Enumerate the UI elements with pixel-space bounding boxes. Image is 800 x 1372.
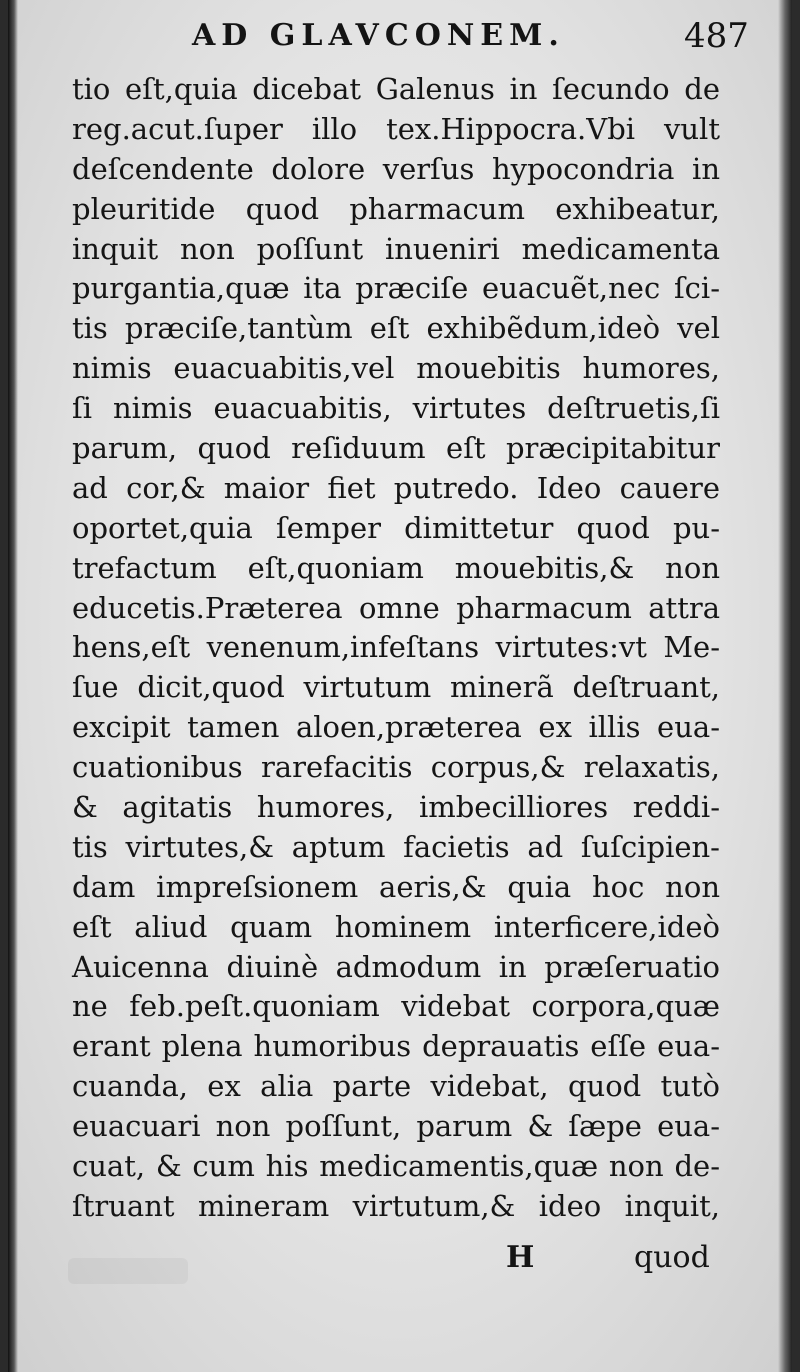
text-line: purgantia,quæ ita præciſe euacuẽt,nec ſci-	[72, 271, 720, 306]
text-line: ſi nimis euacuabitis, virtutes deſtruetis,ſi	[72, 391, 720, 426]
text-line: trefactum eſt,quoniam mouebitis,& non	[72, 550, 720, 585]
text-line: ſue dicit,quod virtutum minerã deſtruant,	[72, 670, 720, 705]
text-line: hens,eſt venenum,infeſtans virtutes:vt Me-	[72, 630, 720, 665]
running-head	[8, 18, 792, 58]
text-line: tis præciſe,tantùm eſt exhibẽdum,ideò vel	[72, 311, 720, 346]
text-line: cuanda, ex alia parte videbat, quod tutò	[72, 1069, 720, 1104]
text-line: oportet,quia ſemper dimittetur quod pu-	[72, 510, 720, 545]
text-line: ad cor,& maior fiet putredo. Ideo cauere	[72, 470, 720, 505]
catchword: quod	[634, 1240, 710, 1275]
page-number: 487	[684, 16, 749, 56]
book-page	[8, 0, 792, 1372]
text-line: euacuari non poſſunt, parum & ſæpe eua-	[72, 1109, 720, 1144]
signature-mark: H	[506, 1240, 535, 1275]
page-edge-shadow	[778, 0, 792, 1372]
page-footer	[8, 1240, 792, 1280]
text-line: ſtruant mineram virtutum,& ideo inquit,	[72, 1188, 720, 1223]
text-line: cuationibus rarefacitis corpus,& relaxatis,	[72, 750, 720, 785]
text-line: pleuritide quod pharmacum exhibeatur,	[72, 191, 720, 226]
text-line: nimis euacuabitis,vel mouebitis humores,	[72, 351, 720, 386]
body-text	[72, 70, 720, 1227]
page-gutter-shadow	[8, 0, 18, 1372]
running-head-title: AD GLAVCONEM.	[192, 18, 565, 53]
text-line: inquit non poſſunt inueniri medicamenta	[72, 231, 720, 266]
text-line: cuat, & cum his medicamentis,quæ non de-	[72, 1149, 720, 1184]
text-line: & agitatis humores, imbecilliores reddi-	[72, 790, 720, 825]
text-line: ne feb.peſt.quoniam videbat corpora,quæ	[72, 989, 720, 1024]
text-line: dam impreſsionem aeris,& quia hoc non	[72, 869, 720, 904]
text-line: tio eſt,quia dicebat Galenus in ſecundo de	[72, 72, 720, 106]
text-line: erant plena humoribus deprauatis eſſe eua-	[72, 1029, 720, 1064]
text-line: deſcendente dolore verſus hypocondria in	[72, 151, 720, 186]
text-line: eſt aliud quam hominem interficere,ideò	[72, 909, 720, 944]
text-line: tis virtutes,& aptum facietis ad ſuſcipien-	[72, 829, 720, 864]
text-line: excipit tamen aloen,præterea ex illis eua-	[72, 710, 720, 745]
text-line: Auicenna diuinè admodum in præſeruatio	[72, 949, 720, 984]
text-line: parum, quod reſiduum eſt præcipitabitur	[72, 431, 720, 466]
text-line: educetis.Præterea omne pharmacum attra	[72, 590, 720, 625]
text-line: reg.acut.ſuper illo tex.Hippocra.Vbi vult	[72, 111, 720, 146]
